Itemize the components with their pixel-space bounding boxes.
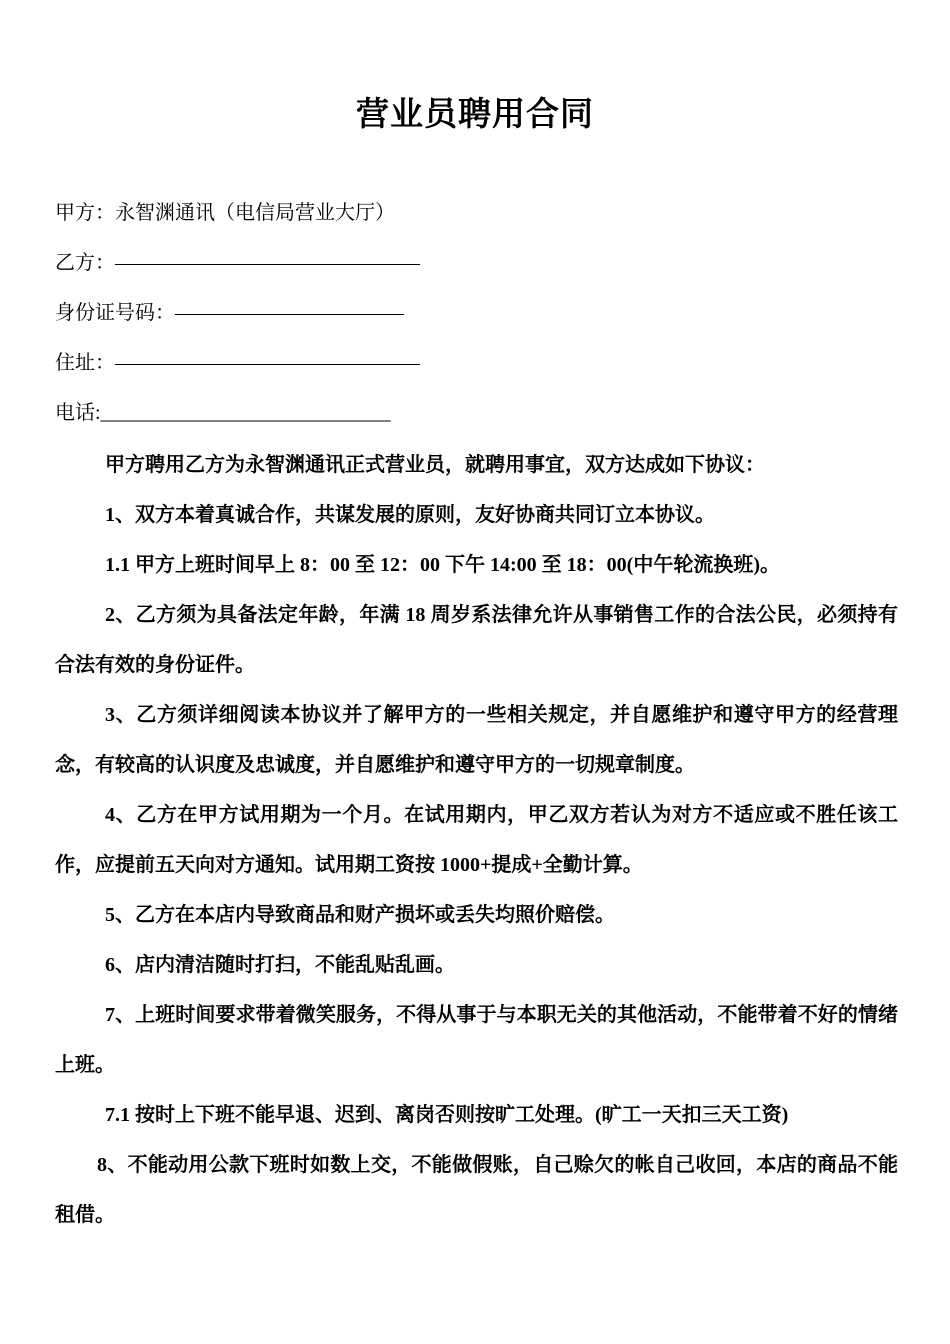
clause-6: 6、店内清洁随时打扫，不能乱贴乱画。	[105, 954, 455, 976]
address-field	[55, 343, 419, 393]
clause-4: 4、乙方在甲方试用期为一个月。在试用期内，甲乙双方若认为对方不适应或不胜任该工作，应提前五天向对方通知。试用期工资按 1000+提成+全勤计算。	[55, 804, 898, 876]
field-value: 永智渊通讯（电信局营业大厅）	[115, 202, 395, 224]
clause-8: 8、不能动用公款下班时如数上交，不能做假账，自己赊欠的帐自己收回，本店的商品不能租借。	[55, 1154, 898, 1226]
field-label: 甲方：	[55, 202, 115, 224]
phone-field	[55, 393, 419, 443]
field-blank: ————————————	[175, 302, 403, 324]
intro-paragraph: 甲方聘用乙方为永智渊通讯正式营业员，就聘用事宜，双方达成如下协议：	[105, 454, 765, 476]
clause-7: 7、上班时间要求带着微笑服务，不得从事于与本职无关的其他活动，不能带着不好的情绪上班。	[55, 1004, 898, 1076]
party-fields	[55, 193, 419, 443]
clause-1-1: 1.1 甲方上班时间早上 8：00 至 12：00 下午 14:00 至 18：00(中午轮流换班)。	[105, 554, 780, 576]
clause-5: 5、乙方在本店内导致商品和财产损坏或丢失均照价赔偿。	[105, 904, 615, 926]
party-b-field	[55, 243, 419, 293]
clause-1: 1、双方本着真诚合作，共谋发展的原则，友好协商共同订立本协议。	[105, 504, 715, 526]
clause-2: 2、乙方须为具备法定年龄，年满 18 周岁系法律允许从事销售工作的合法公民，必须持有合法有效的身份证件。	[55, 604, 898, 676]
field-blank: _____________________________	[100, 402, 391, 424]
field-blank: ————————————————	[115, 252, 419, 274]
clause-7-1: 7.1 按时上下班不能早退、迟到、离岗否则按旷工处理。(旷工一天扣三天工资)	[105, 1104, 789, 1126]
field-label: 乙方：	[55, 252, 115, 274]
field-label: 身份证号码：	[55, 302, 175, 324]
field-label: 电话:	[55, 402, 101, 424]
party-a-field	[55, 193, 419, 243]
contract-body	[55, 440, 898, 1240]
field-label: 住址：	[55, 352, 115, 374]
document-title: 营业员聘用合同	[356, 97, 594, 133]
id-number-field	[55, 293, 419, 343]
clause-3: 3、乙方须详细阅读本协议并了解甲方的一些相关规定，并自愿维护和遵守甲方的经营理念，有较高的认识度及忠诚度，并自愿维护和遵守甲方的一切规章制度。	[55, 704, 898, 776]
field-blank: ————————————————	[115, 352, 419, 374]
